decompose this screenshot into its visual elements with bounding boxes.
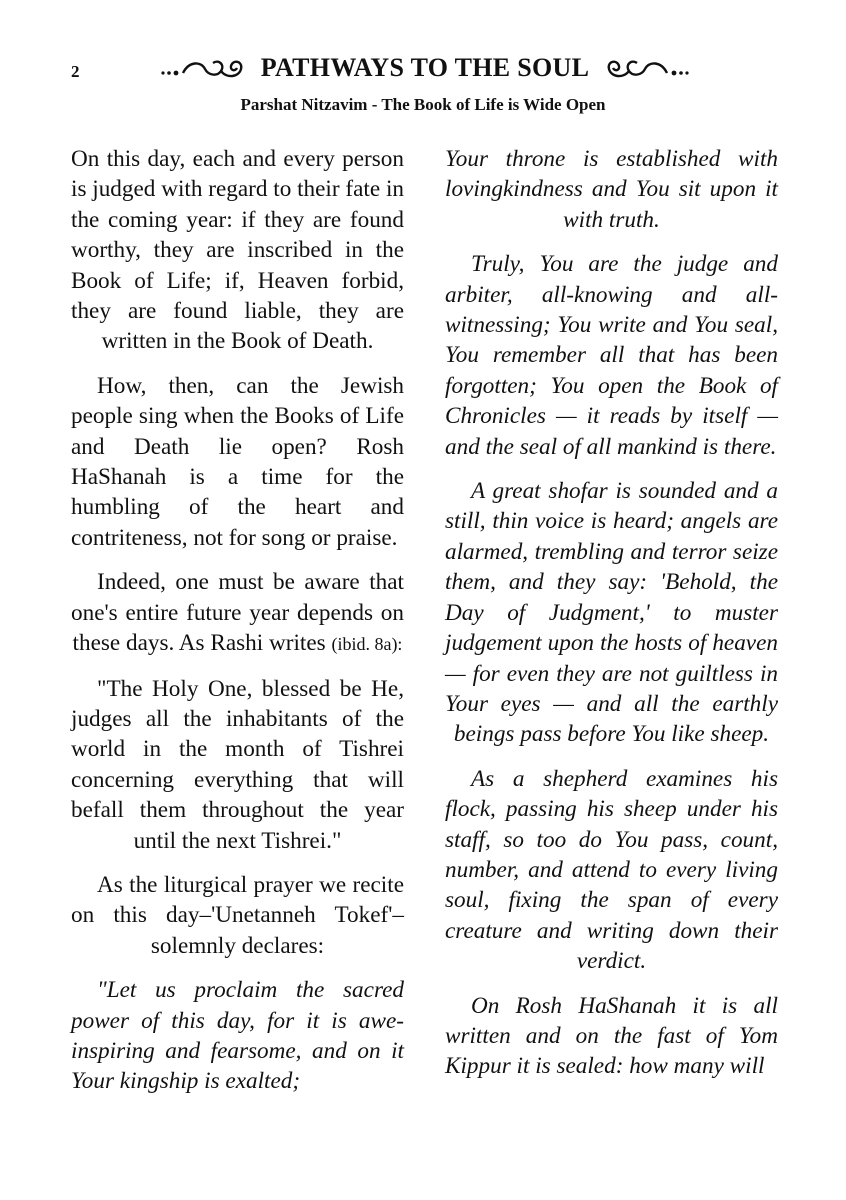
- page-number: 2: [71, 62, 80, 81]
- left-flourish-icon: [159, 55, 251, 81]
- quotation: "The Holy One, blessed be He, judges all the inhabitants of the world in the month of Tishrei concerning everything that will befall them throughout the year until the next Tishrei.": [71, 675, 404, 854]
- prayer-text: Truly, You are the judge and arbiter, all-knowing and all-witnessing; You write and You seal, You remember all that has been forgotten; You open the Book of Chronicles — it reads by itself — and the seal of all mankind is there.: [445, 251, 778, 460]
- paragraph: [71, 567, 404, 659]
- prayer-text: As a shepherd examines his flock, passing his sheep under his staff, so too do You pass, count, number, and attend to every living soul, fixing the span of every creature and writing down their verdict.: [445, 765, 778, 975]
- right-flourish-icon: [599, 55, 691, 81]
- left-column: [71, 144, 404, 1111]
- prayer-text: A great shofar is sounded and a still, thin voice is heard; angels are alarmed, trembling and terror seize them, and they say: 'Behold, the Day of Judgment,' to muster judgement upon the hosts of heaven — for even they are not guiltless in Your eyes — and all the earthly beings pass before You like sheep.: [445, 478, 778, 748]
- running-title: PATHWAYS TO THE SOUL: [260, 53, 590, 82]
- source-reference: (ibid. 8a):: [331, 634, 403, 655]
- paragraph: As the liturgical prayer we recite on this day–'Unetanneh Tokef'–solemnly declares:: [71, 871, 404, 959]
- right-column: [445, 144, 778, 1096]
- prayer-text: On Rosh HaShanah it is all written and on the fast of Yom Kippur it is sealed: how many will: [445, 992, 778, 1080]
- prayer-text: "Let us proclaim the sacred power of this day, for it is awe-inspiring and fearsome, and on it Your kingship is exalted;: [71, 977, 404, 1095]
- paragraph-text: Indeed, one must be aware that one's entire future year depends on these days. As Rashi writes: [71, 569, 404, 657]
- chapter-subtitle: Parshat Nitzavim - The Book of Life is Wide Open: [240, 95, 606, 114]
- running-head: [130, 52, 720, 84]
- prayer-text: Your throne is established with lovingkindness and You sit upon it with truth.: [445, 146, 778, 233]
- paragraph: How, then, can the Jewish people sing when the Books of Life and Death lie open? Rosh HaShanah is a time for the humbling of the heart and contriteness, not for song or praise.: [71, 372, 404, 551]
- paragraph: On this day, each and every person is judged with regard to their fate in the coming year: if they are found worthy, they are inscribed in the Book of Life; if, Heaven forbid, they are found liable, they are written in the Book of Death.: [71, 146, 404, 355]
